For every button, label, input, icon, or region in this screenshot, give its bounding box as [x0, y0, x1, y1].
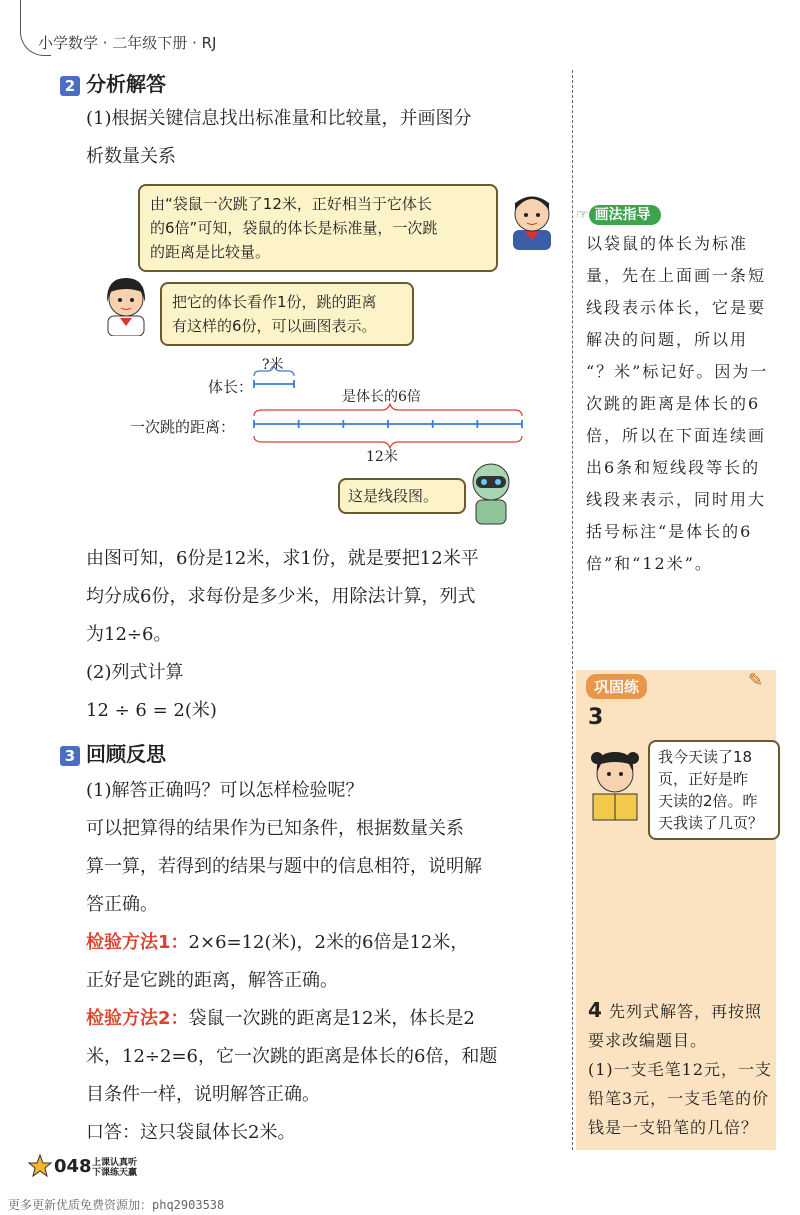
- section-number: 3: [60, 746, 80, 766]
- text-line: 可以把算得的结果作为已知条件，根据数量关系: [86, 818, 464, 839]
- calculation: 12 ÷ 6 = 2(米): [86, 700, 217, 721]
- speech-bubble-robot: [338, 478, 466, 514]
- bubble-line: 由“袋鼠一次跳了12米，正好相当于它体长: [150, 195, 432, 213]
- method1: [86, 924, 497, 962]
- bubble-line: 天我读了几页？: [658, 814, 764, 832]
- guide-line: 括号标注“是体长的6: [586, 522, 753, 541]
- section-title: 分析解答: [86, 72, 166, 96]
- watermark: 更多更新优质免费资源加：phq2903538: [8, 1198, 225, 1212]
- guide-line: 出6条和短线段等长的: [586, 458, 761, 477]
- bubble-line: 我今天读了18: [658, 748, 753, 766]
- question-4-number: 4: [588, 998, 603, 1022]
- guide-line: 解决的问题，所以用: [586, 330, 749, 349]
- footer-slogan: [92, 1158, 137, 1178]
- step2-title: (2)列式计算: [86, 662, 184, 683]
- text-line: 析数量关系: [86, 146, 176, 167]
- six-times-label: 是体长的6倍: [342, 389, 421, 405]
- guide-line: 量，先在上面画一条短: [586, 266, 767, 285]
- q4-line: 先列式解答，再按照: [609, 1002, 763, 1021]
- guide-line: 次跳的距离是体长的6: [586, 394, 761, 413]
- hand-icon: ☞: [576, 207, 589, 223]
- bubble-line: 的距离是比较量。: [150, 243, 271, 261]
- guide-line: 倍，所以在下面连续画: [586, 426, 767, 445]
- column-divider: [572, 70, 573, 1150]
- speech-bubble-boy: [138, 184, 498, 272]
- guide-tag: [576, 204, 661, 224]
- text-line: 由图可知，6份是12米，求1份，就是要把12米平: [86, 548, 479, 569]
- bubble-line: 把它的体长看作1份，跳的距离: [172, 293, 377, 311]
- bubble-line: 天读的2倍。昨: [658, 792, 758, 810]
- star-mascot-icon: [28, 1154, 52, 1178]
- jump-segment: [254, 420, 522, 428]
- section-3-heading: [60, 738, 166, 767]
- question-4: [588, 996, 778, 1142]
- page-header: 小学数学 · 二年级下册 · RJ: [38, 34, 217, 52]
- review-text: [86, 772, 497, 1152]
- text-line: 答正确。: [86, 894, 158, 915]
- bubble-line: 有这样的6份，可以画图表示。: [172, 317, 377, 335]
- question-3-bubble: [648, 740, 780, 840]
- section-2-heading: [60, 68, 166, 97]
- slogan-line: 下课练天赢: [92, 1168, 138, 1178]
- pencil-icon: ✎: [748, 670, 764, 691]
- robot-avatar: [462, 460, 522, 526]
- question-3-number: 3: [588, 705, 604, 730]
- q4-sub-line: (1)一支毛笔12元，一支: [588, 1060, 773, 1079]
- text-line: (1)根据关键信息找出标准量和比较量，并画图分: [86, 108, 472, 129]
- boy-avatar: [505, 188, 560, 248]
- guide-line: “？米”标记好。因为一: [586, 362, 769, 381]
- reading-girl-avatar: [585, 744, 645, 834]
- twelve-meter-label: 12米: [366, 449, 398, 465]
- guide-line: 线段表示体长，它是要: [586, 298, 767, 317]
- explanation-text: [86, 540, 479, 730]
- q4-line: 要求改编题目。: [588, 1031, 708, 1050]
- slogan-line: 上课认真听: [92, 1158, 138, 1168]
- guide-line: 倍”和“12米”。: [586, 554, 713, 573]
- jump-distance-label: 一次跳的距离：: [130, 418, 236, 436]
- speech-bubble-girl: [160, 282, 414, 346]
- q4-sub-line: 铅笔3元，一支毛笔的价: [588, 1089, 770, 1108]
- girl-avatar: [98, 272, 154, 336]
- top-brace: [254, 404, 522, 416]
- guide-line: 线段来表示，同时用大: [586, 490, 767, 509]
- text-line: 正好是它跳的距离，解答正确。: [86, 970, 338, 991]
- bottom-brace: [254, 436, 522, 448]
- text-line: 均分成6份，求每份是多少米，用除法计算，列式: [86, 586, 476, 607]
- practice-tag: 巩固练: [586, 674, 647, 699]
- section-title: 回顾反思: [86, 742, 166, 766]
- text-line: (1)解答正确吗？可以怎样检验呢？: [86, 780, 364, 801]
- text-line: 为12÷6。: [86, 624, 172, 645]
- text-line: 米，12÷2=6，它一次跳的距离是体长的6倍，和题: [86, 1046, 498, 1067]
- answer-line: 口答：这只袋鼠体长2米。: [86, 1122, 296, 1143]
- guide-text: [586, 228, 791, 580]
- method2-text: 袋鼠一次跳的距离是12米，体长是2: [188, 1008, 475, 1029]
- q4-sub-line: 钱是一支铅笔的几倍？: [588, 1118, 759, 1137]
- method1-text: 2×6=12(米)，2米的6倍是12米，: [188, 932, 469, 953]
- body-length-label: 体长：: [208, 378, 254, 396]
- guide-line: 以袋鼠的体长为标准: [586, 234, 749, 253]
- step1-text: [86, 100, 472, 176]
- section-number: 2: [60, 76, 80, 96]
- small-brace: [254, 366, 294, 376]
- bubble-line: 的6倍”可知，袋鼠的体长是标准量，一次跳: [150, 219, 438, 237]
- text-line: 算一算，若得到的结果与题中的信息相符，说明解: [86, 856, 482, 877]
- method2: [86, 1000, 497, 1038]
- method2-label: 检验方法2：: [86, 1008, 189, 1029]
- bubble-line: 页，正好是昨: [658, 770, 749, 788]
- question-4-head: [588, 996, 778, 1026]
- unknown-length-label: ?米: [262, 357, 284, 373]
- text-line: 目条件一样，说明解答正确。: [86, 1084, 320, 1105]
- guide-tag-label: 画法指导: [589, 205, 661, 225]
- bubble-line: 这是线段图。: [348, 487, 439, 505]
- method1-label: 检验方法1：: [86, 932, 189, 953]
- page-number: 048: [54, 1156, 92, 1177]
